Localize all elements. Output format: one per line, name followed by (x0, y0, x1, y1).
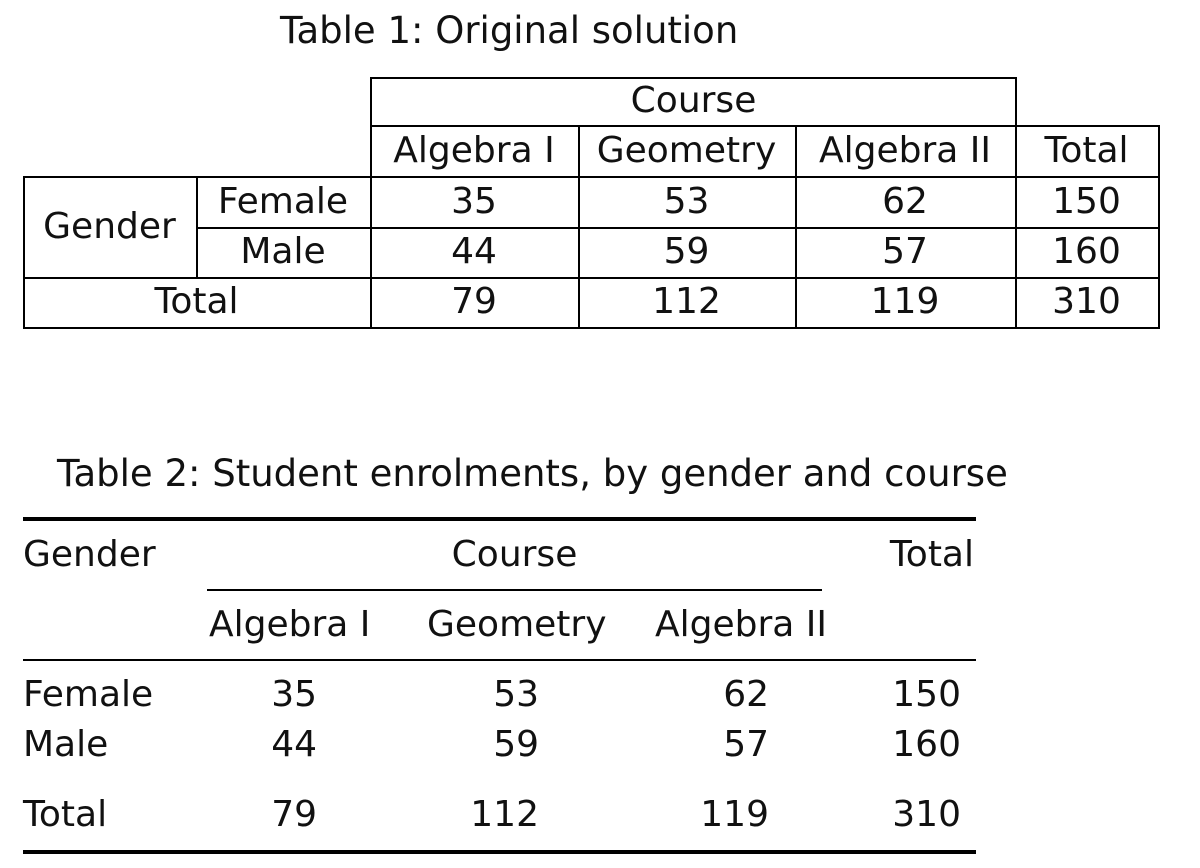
table1-row-label: Male (240, 231, 326, 272)
table1-cell: 44 (451, 231, 497, 272)
table1-caption: Table 1: Original solution (280, 9, 739, 52)
table2-cell: 79 (271, 794, 317, 835)
table2-total-header: Total (889, 534, 974, 575)
table1-rule (23, 327, 1160, 329)
table2-top-rule (23, 517, 976, 521)
table1-cell: 150 (1052, 180, 1121, 222)
table1-total-header: Total (1044, 129, 1129, 171)
table1-column-header: Algebra I (393, 129, 555, 171)
table2-cell: 57 (723, 724, 769, 765)
table2-cell: 59 (493, 724, 539, 765)
table2-cell: 62 (723, 674, 769, 715)
table2-cell: 310 (892, 794, 961, 835)
table1-column-header: Algebra II (818, 129, 992, 171)
table1-cell: 79 (451, 281, 497, 322)
table1-cell: 160 (1052, 231, 1121, 272)
table2-caption: Table 2: Student enrolments, by gender and course (57, 452, 1008, 495)
table2-course-rule (207, 589, 822, 591)
table2-row-label: Male (23, 724, 109, 765)
table2-column-header: Geometry (427, 604, 607, 645)
table1-gender-label: Gender (43, 205, 176, 247)
table1-cell: 310 (1052, 281, 1121, 322)
table2-course-header: Course (451, 534, 578, 575)
table2-bottom-rule (23, 850, 976, 854)
table2-cell: 150 (892, 674, 961, 715)
table2-cell: 119 (700, 794, 769, 835)
table1-course-header: Course (630, 80, 757, 121)
table1-total-row-label: Total (154, 281, 239, 322)
table2 (23, 517, 976, 857)
table1-cell: 35 (451, 180, 497, 222)
table1 (23, 77, 1160, 329)
table2-cell: 35 (271, 674, 317, 715)
table1-column-header: Geometry (596, 129, 777, 171)
table2-mid-rule (23, 659, 976, 661)
table1-rule (1158, 125, 1160, 329)
table2-total-row-label: Total (23, 794, 108, 835)
table2-cell: 112 (470, 794, 539, 835)
table1-cell: 112 (652, 281, 721, 322)
table1-cell: 53 (663, 180, 710, 222)
table2-cell: 160 (892, 724, 961, 765)
table2-row-label: Female (23, 674, 154, 715)
table2-cell: 44 (271, 724, 317, 765)
table2-cell: 53 (493, 674, 539, 715)
table2-gender-header: Gender (23, 534, 156, 575)
table1-cell: 119 (870, 281, 940, 322)
table1-cell: 62 (882, 180, 928, 222)
table2-column-header: Algebra II (655, 604, 828, 645)
table1-cell: 59 (663, 231, 710, 272)
table1-row-label: Female (217, 180, 349, 222)
table1-cell: 57 (882, 231, 928, 272)
table2-column-header: Algebra I (209, 604, 371, 645)
